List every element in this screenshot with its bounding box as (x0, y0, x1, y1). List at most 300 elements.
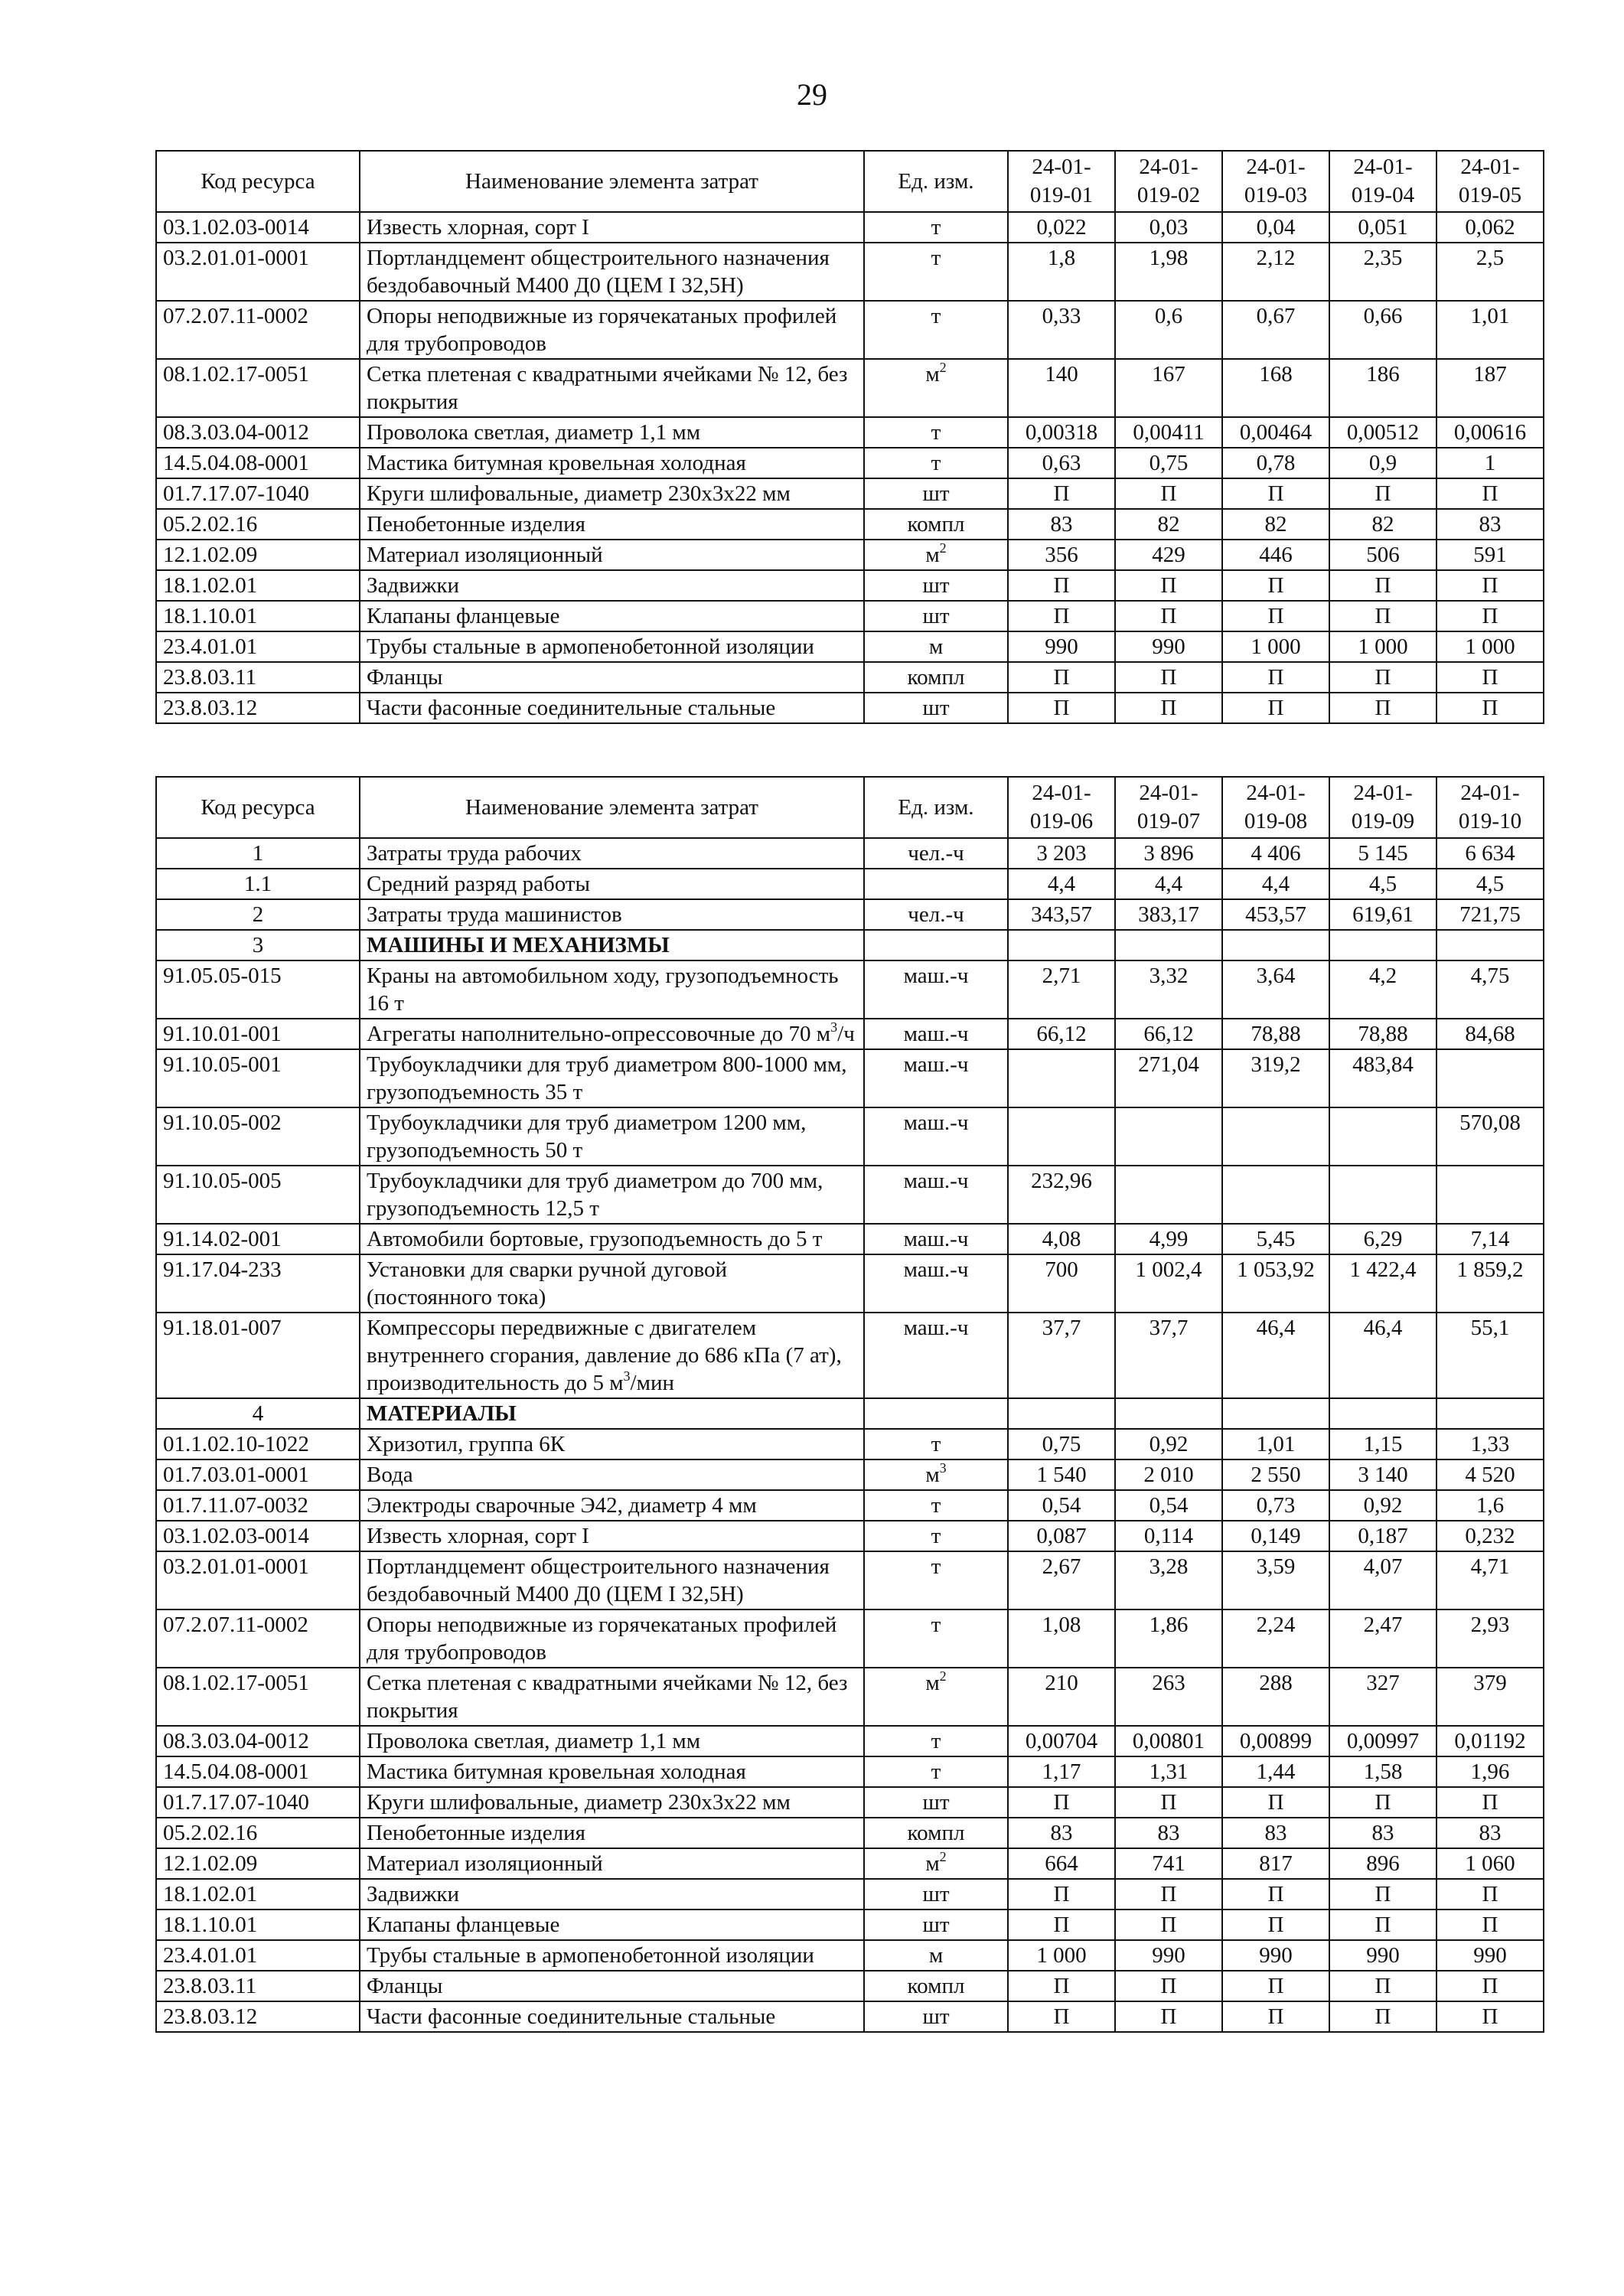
resource-code: 01.7.17.07-1040 (156, 1787, 360, 1818)
table-row (156, 301, 1544, 359)
norm-value: 2,12 (1222, 243, 1329, 301)
resource-code: 18.1.02.01 (156, 570, 360, 601)
norm-value: 2,47 (1329, 1609, 1436, 1668)
norm-value: 140 (1008, 359, 1115, 417)
header-norm-code: 24-01- 019-09 (1329, 777, 1436, 838)
norm-value: 83 (1008, 1818, 1115, 1848)
resource-code: 91.05.05-015 (156, 960, 360, 1019)
norm-value (1008, 930, 1115, 960)
table-row (156, 1879, 1544, 1910)
section-row (156, 1398, 1544, 1429)
cost-element-name: Электроды сварочные Э42, диаметр 4 мм (360, 1490, 864, 1521)
norm-value: 3 140 (1329, 1459, 1436, 1490)
norm-value (1222, 1166, 1329, 1224)
unit-of-measure: маш.-ч (864, 960, 1008, 1019)
header-unit: Ед. изм. (864, 777, 1008, 838)
table-row (156, 1726, 1544, 1756)
resource-code: 91.10.05-002 (156, 1107, 360, 1166)
norm-value: 4,4 (1115, 869, 1222, 899)
table-row (156, 1166, 1544, 1224)
table-row (156, 1224, 1544, 1254)
table-row (156, 1459, 1544, 1490)
cost-element-name: Клапаны фланцевые (360, 1910, 864, 1940)
norm-value: 990 (1115, 1940, 1222, 1971)
resource-code: 1.1 (156, 869, 360, 899)
norm-value: 7,14 (1436, 1224, 1544, 1254)
norm-value: П (1222, 1971, 1329, 2001)
cost-element-name: Материал изоляционный (360, 540, 864, 570)
norm-value: 83 (1115, 1818, 1222, 1848)
norm-value: П (1436, 478, 1544, 509)
table-row (156, 1490, 1544, 1521)
cost-element-name: Вода (360, 1459, 864, 1490)
resource-code: 03.1.02.03-0014 (156, 212, 360, 243)
norm-value: 2,35 (1329, 243, 1436, 301)
norm-value: 2 010 (1115, 1459, 1222, 1490)
resource-code: 18.1.02.01 (156, 1879, 360, 1910)
norm-value: 506 (1329, 540, 1436, 570)
norm-value (1436, 1398, 1544, 1429)
cost-element-name: Трубоукладчики для труб диаметром 1200 мм, грузоподъемность 50 т (360, 1107, 864, 1166)
norm-value: 1,44 (1222, 1756, 1329, 1787)
cost-element-name: Установки для сварки ручной дуговой (постоянного тока) (360, 1254, 864, 1313)
norm-value: П (1008, 662, 1115, 693)
resource-code: 03.1.02.03-0014 (156, 1521, 360, 1551)
norm-value: П (1115, 1879, 1222, 1910)
norm-value: П (1115, 570, 1222, 601)
cost-element-name: Опоры неподвижные из горячекатаных профилей для трубопроводов (360, 1609, 864, 1668)
unit-of-measure: шт (864, 478, 1008, 509)
norm-value (1008, 1398, 1115, 1429)
norm-value: 37,7 (1115, 1313, 1222, 1398)
norm-value: 0,01192 (1436, 1726, 1544, 1756)
norm-value: П (1436, 570, 1544, 601)
norm-value: 2,24 (1222, 1609, 1329, 1668)
unit-of-measure: маш.-ч (864, 1224, 1008, 1254)
norm-value: 0,73 (1222, 1490, 1329, 1521)
norm-value: 1,8 (1008, 243, 1115, 301)
norm-value: 0,9 (1329, 448, 1436, 478)
norm-value: 619,61 (1329, 899, 1436, 930)
norm-value: П (1008, 1971, 1115, 2001)
norm-value: 817 (1222, 1848, 1329, 1879)
norm-value: 591 (1436, 540, 1544, 570)
cost-element-name: Известь хлорная, сорт I (360, 1521, 864, 1551)
cost-element-name: Пенобетонные изделия (360, 1818, 864, 1848)
norm-value: 0,062 (1436, 212, 1544, 243)
norm-value: 82 (1329, 509, 1436, 540)
norm-value: 37,7 (1008, 1313, 1115, 1398)
header-norm-code: 24-01- 019-01 (1008, 151, 1115, 212)
norm-value: 1 540 (1008, 1459, 1115, 1490)
norm-value: 0,54 (1008, 1490, 1115, 1521)
resource-code: 23.4.01.01 (156, 1940, 360, 1971)
unit-of-measure: т (864, 212, 1008, 243)
table-row (156, 1756, 1544, 1787)
norm-value: П (1222, 601, 1329, 631)
norm-value: 0,75 (1115, 448, 1222, 478)
table-row (156, 212, 1544, 243)
norm-value: 3,59 (1222, 1551, 1329, 1609)
unit-of-measure: т (864, 1490, 1008, 1521)
resource-code: 05.2.02.16 (156, 509, 360, 540)
norm-value: 1,86 (1115, 1609, 1222, 1668)
unit-of-measure: т (864, 1609, 1008, 1668)
norm-value: 446 (1222, 540, 1329, 570)
cost-element-name: Части фасонные соединительные стальные (360, 693, 864, 723)
norm-value: 2,93 (1436, 1609, 1544, 1668)
page-number: 29 (797, 77, 827, 112)
norm-value: П (1329, 1787, 1436, 1818)
norm-value: 2,67 (1008, 1551, 1115, 1609)
norm-value: П (1436, 1787, 1544, 1818)
unit-of-measure: т (864, 1756, 1008, 1787)
norm-value: 83 (1222, 1818, 1329, 1848)
norm-value: 78,88 (1329, 1019, 1436, 1049)
cost-element-name: Трубы стальные в армопенобетонной изоляции (360, 631, 864, 662)
norm-value: 3,32 (1115, 960, 1222, 1019)
table-header-row (156, 777, 1544, 838)
unit-of-measure: маш.-ч (864, 1049, 1008, 1107)
norm-value: 0,00616 (1436, 417, 1544, 448)
norm-value: 0,00318 (1008, 417, 1115, 448)
norm-value: 990 (1436, 1940, 1544, 1971)
unit-of-measure (864, 930, 1008, 960)
norm-value: П (1329, 1971, 1436, 2001)
norm-value: 0,232 (1436, 1521, 1544, 1551)
unit-of-measure: шт (864, 1787, 1008, 1818)
unit-of-measure: т (864, 243, 1008, 301)
norm-value: 4,99 (1115, 1224, 1222, 1254)
norm-value: П (1115, 601, 1222, 631)
norm-value: 1 000 (1222, 631, 1329, 662)
resource-code: 91.18.01-007 (156, 1313, 360, 1398)
header-resource-code: Код ресурса (156, 777, 360, 838)
cost-element-name: Части фасонные соединительные стальные (360, 2001, 864, 2032)
cost-element-name: Компрессоры передвижные с двигателем внутреннего сгорания, давление до 686 кПа (7 ат), производительность до 5 $м^3$/мин (360, 1313, 864, 1398)
norm-value: П (1008, 1910, 1115, 1940)
norm-value: 1 002,4 (1115, 1254, 1222, 1313)
cost-element-name: Портландцемент общестроительного назначения бездобавочный М400 Д0 (ЦЕМ I 32,5Н) (360, 1551, 864, 1609)
norm-value: 1 422,4 (1329, 1254, 1436, 1313)
norm-value: 1,17 (1008, 1756, 1115, 1787)
norm-value: 453,57 (1222, 899, 1329, 930)
cost-element-name: Трубоукладчики для труб диаметром до 700 мм, грузоподъемность 12,5 т (360, 1166, 864, 1224)
norm-value: П (1115, 1787, 1222, 1818)
unit-of-measure: маш.-ч (864, 1254, 1008, 1313)
unit-of-measure: шт (864, 693, 1008, 723)
norm-value: 4,4 (1008, 869, 1115, 899)
unit-of-measure: т (864, 417, 1008, 448)
resource-code: 08.3.03.04-0012 (156, 417, 360, 448)
norm-value: 990 (1115, 631, 1222, 662)
header-norm-code: 24-01- 019-06 (1008, 777, 1115, 838)
norm-value: 3,64 (1222, 960, 1329, 1019)
resource-code: 4 (156, 1398, 360, 1429)
norm-value: П (1115, 662, 1222, 693)
resource-code: 01.7.03.01-0001 (156, 1459, 360, 1490)
resource-code: 2 (156, 899, 360, 930)
norm-value: 3 203 (1008, 838, 1115, 869)
resource-code: 23.8.03.11 (156, 662, 360, 693)
cost-element-name: Краны на автомобильном ходу, грузоподъемность 16 т (360, 960, 864, 1019)
unit-of-measure: компл (864, 509, 1008, 540)
cost-element-name: Опоры неподвижные из горячекатаных профилей для трубопроводов (360, 301, 864, 359)
resource-code: 08.3.03.04-0012 (156, 1726, 360, 1756)
table-row (156, 417, 1544, 448)
cost-element-name: Проволока светлая, диаметр 1,1 мм (360, 1726, 864, 1756)
resource-code: 03.2.01.01-0001 (156, 243, 360, 301)
norm-value: П (1329, 693, 1436, 723)
norm-value: 1,33 (1436, 1429, 1544, 1459)
norm-value: П (1008, 2001, 1115, 2032)
norm-value: 1,08 (1008, 1609, 1115, 1668)
cost-element-name: Средний разряд работы (360, 869, 864, 899)
unit-of-measure: т (864, 1726, 1008, 1756)
norm-value: П (1222, 1910, 1329, 1940)
norm-value: 82 (1222, 509, 1329, 540)
norm-value (1008, 1107, 1115, 1166)
table-row (156, 838, 1544, 869)
norm-value: П (1329, 2001, 1436, 2032)
resource-code: 14.5.04.08-0001 (156, 448, 360, 478)
unit-of-measure: компл (864, 1971, 1008, 2001)
table-row (156, 1521, 1544, 1551)
table-row (156, 1668, 1544, 1726)
unit-of-measure: чел.-ч (864, 899, 1008, 930)
resource-code: 01.7.17.07-1040 (156, 478, 360, 509)
norm-value: П (1008, 570, 1115, 601)
norm-value: 83 (1436, 1818, 1544, 1848)
norm-value: 6 634 (1436, 838, 1544, 869)
norm-value: 66,12 (1008, 1019, 1115, 1049)
table-row (156, 631, 1544, 662)
norm-value (1115, 1107, 1222, 1166)
norm-value: 271,04 (1115, 1049, 1222, 1107)
norm-value: 0,187 (1329, 1521, 1436, 1551)
resource-table-2 (155, 776, 1544, 2033)
norm-value: 570,08 (1436, 1107, 1544, 1166)
norm-value: 0,67 (1222, 301, 1329, 359)
norm-value: 1 000 (1436, 631, 1544, 662)
norm-value: 288 (1222, 1668, 1329, 1726)
header-norm-code: 24-01- 019-05 (1436, 151, 1544, 212)
norm-value: 0,33 (1008, 301, 1115, 359)
norm-value (1436, 1166, 1544, 1224)
norm-value: 0,00704 (1008, 1726, 1115, 1756)
cost-element-name: Хризотил, группа 6К (360, 1429, 864, 1459)
resource-code: 91.10.01-001 (156, 1019, 360, 1049)
norm-value: 700 (1008, 1254, 1115, 1313)
norm-value: 0,92 (1329, 1490, 1436, 1521)
table-header-row (156, 151, 1544, 212)
norm-value: 83 (1008, 509, 1115, 540)
norm-value (1008, 1049, 1115, 1107)
table-row (156, 1910, 1544, 1940)
norm-value: 4,08 (1008, 1224, 1115, 1254)
norm-value: 83 (1329, 1818, 1436, 1848)
table-row (156, 899, 1544, 930)
unit-of-measure (864, 1398, 1008, 1429)
unit-of-measure: шт (864, 1879, 1008, 1910)
norm-value: П (1115, 693, 1222, 723)
cost-element-name: Проволока светлая, диаметр 1,1 мм (360, 417, 864, 448)
unit-of-measure: шт (864, 1910, 1008, 1940)
norm-value: 186 (1329, 359, 1436, 417)
norm-value: П (1329, 1879, 1436, 1910)
norm-value: П (1436, 601, 1544, 631)
resource-code: 18.1.10.01 (156, 601, 360, 631)
table-row (156, 662, 1544, 693)
norm-value: 0,114 (1115, 1521, 1222, 1551)
norm-value: 84,68 (1436, 1019, 1544, 1049)
norm-value: П (1008, 601, 1115, 631)
resource-code: 08.1.02.17-0051 (156, 359, 360, 417)
norm-value: 4,5 (1329, 869, 1436, 899)
resource-code: 91.10.05-005 (156, 1166, 360, 1224)
norm-value: 1,01 (1436, 301, 1544, 359)
unit-of-measure: т (864, 1521, 1008, 1551)
resource-code: 18.1.10.01 (156, 1910, 360, 1940)
table-row (156, 478, 1544, 509)
norm-value: 0,022 (1008, 212, 1115, 243)
resource-code: 14.5.04.08-0001 (156, 1756, 360, 1787)
norm-value (1436, 930, 1544, 960)
norm-value: П (1222, 570, 1329, 601)
table-row (156, 540, 1544, 570)
norm-value: П (1222, 693, 1329, 723)
norm-value: 1 (1436, 448, 1544, 478)
norm-value: 82 (1115, 509, 1222, 540)
norm-value: П (1115, 2001, 1222, 2032)
norm-value: 483,84 (1329, 1049, 1436, 1107)
norm-value: 2 550 (1222, 1459, 1329, 1490)
cost-element-name: Круги шлифовальные, диаметр 230х3х22 мм (360, 478, 864, 509)
resource-code: 23.8.03.11 (156, 1971, 360, 2001)
cost-element-name: Известь хлорная, сорт I (360, 212, 864, 243)
norm-value: П (1115, 1910, 1222, 1940)
norm-value: 356 (1008, 540, 1115, 570)
resource-code: 12.1.02.09 (156, 1848, 360, 1879)
norm-value: 0,087 (1008, 1521, 1115, 1551)
header-norm-code: 24-01- 019-03 (1222, 151, 1329, 212)
norm-value: П (1329, 478, 1436, 509)
resource-code: 12.1.02.09 (156, 540, 360, 570)
resource-code: 91.17.04-233 (156, 1254, 360, 1313)
norm-value: 1,58 (1329, 1756, 1436, 1787)
resource-code: 23.8.03.12 (156, 2001, 360, 2032)
norm-value: 343,57 (1008, 899, 1115, 930)
resource-code: 01.1.02.10-1022 (156, 1429, 360, 1459)
table-row (156, 1019, 1544, 1049)
table-row (156, 1848, 1544, 1879)
resource-code: 03.2.01.01-0001 (156, 1551, 360, 1609)
cost-element-name: Агрегаты наполнительно-опрессовочные до 70 $м^3/ч$ (360, 1019, 864, 1049)
norm-value: 383,17 (1115, 899, 1222, 930)
unit-of-measure: компл (864, 662, 1008, 693)
table-row (156, 869, 1544, 899)
norm-value: 1 060 (1436, 1848, 1544, 1879)
table-row (156, 1818, 1544, 1848)
norm-value: 2,71 (1008, 960, 1115, 1019)
table-row (156, 960, 1544, 1019)
unit-of-measure: м (864, 631, 1008, 662)
norm-value: 1,96 (1436, 1756, 1544, 1787)
norm-value: 1,31 (1115, 1756, 1222, 1787)
header-cost-element-name: Наименование элемента затрат (360, 777, 864, 838)
norm-value: 78,88 (1222, 1019, 1329, 1049)
norm-value: 263 (1115, 1668, 1222, 1726)
resource-code: 07.2.07.11-0002 (156, 301, 360, 359)
cost-element-name: МАТЕРИАЛЫ (360, 1398, 864, 1429)
norm-value: П (1115, 478, 1222, 509)
norm-value: 0,051 (1329, 212, 1436, 243)
norm-value: 741 (1115, 1848, 1222, 1879)
norm-value: 66,12 (1115, 1019, 1222, 1049)
norm-value (1222, 930, 1329, 960)
cost-element-name: Пенобетонные изделия (360, 509, 864, 540)
norm-value: 4 406 (1222, 838, 1329, 869)
table-row (156, 359, 1544, 417)
norm-value: 0,00801 (1115, 1726, 1222, 1756)
norm-value: 5,45 (1222, 1224, 1329, 1254)
header-norm-code: 24-01- 019-02 (1115, 151, 1222, 212)
norm-value: 0,00411 (1115, 417, 1222, 448)
norm-value: 429 (1115, 540, 1222, 570)
cost-element-name: Затраты труда машинистов (360, 899, 864, 930)
norm-value: 210 (1008, 1668, 1115, 1726)
norm-value: П (1222, 1879, 1329, 1910)
norm-value: П (1436, 1910, 1544, 1940)
table-row (156, 1254, 1544, 1313)
unit-of-measure: $м^3$ (864, 1459, 1008, 1490)
header-norm-code: 24-01- 019-08 (1222, 777, 1329, 838)
norm-value: П (1329, 601, 1436, 631)
norm-value: П (1436, 662, 1544, 693)
unit-of-measure: чел.-ч (864, 838, 1008, 869)
table-row (156, 570, 1544, 601)
cost-element-name: Круги шлифовальные, диаметр 230х3х22 мм (360, 1787, 864, 1818)
table-row (156, 1551, 1544, 1609)
norm-value: 4,71 (1436, 1551, 1544, 1609)
norm-value (1329, 1107, 1436, 1166)
cost-element-name: Задвижки (360, 570, 864, 601)
norm-value: П (1329, 570, 1436, 601)
table-row (156, 1107, 1544, 1166)
cost-element-name: Мастика битумная кровельная холодная (360, 1756, 864, 1787)
norm-value: П (1436, 693, 1544, 723)
norm-value: 1,98 (1115, 243, 1222, 301)
norm-value: 187 (1436, 359, 1544, 417)
unit-of-measure: компл (864, 1818, 1008, 1848)
norm-value: П (1329, 1910, 1436, 1940)
unit-of-measure: маш.-ч (864, 1107, 1008, 1166)
norm-value: 0,00997 (1329, 1726, 1436, 1756)
header-norm-code: 24-01- 019-04 (1329, 151, 1436, 212)
resource-code: 07.2.07.11-0002 (156, 1609, 360, 1668)
norm-value: 990 (1008, 631, 1115, 662)
table-row (156, 1940, 1544, 1971)
unit-of-measure: т (864, 1429, 1008, 1459)
norm-value: 0,00464 (1222, 417, 1329, 448)
norm-value: 1 859,2 (1436, 1254, 1544, 1313)
norm-value: 4,07 (1329, 1551, 1436, 1609)
norm-value: 0,00512 (1329, 417, 1436, 448)
norm-value: 6,29 (1329, 1224, 1436, 1254)
unit-of-measure: м (864, 1940, 1008, 1971)
norm-value: 896 (1329, 1848, 1436, 1879)
norm-value: П (1436, 1879, 1544, 1910)
